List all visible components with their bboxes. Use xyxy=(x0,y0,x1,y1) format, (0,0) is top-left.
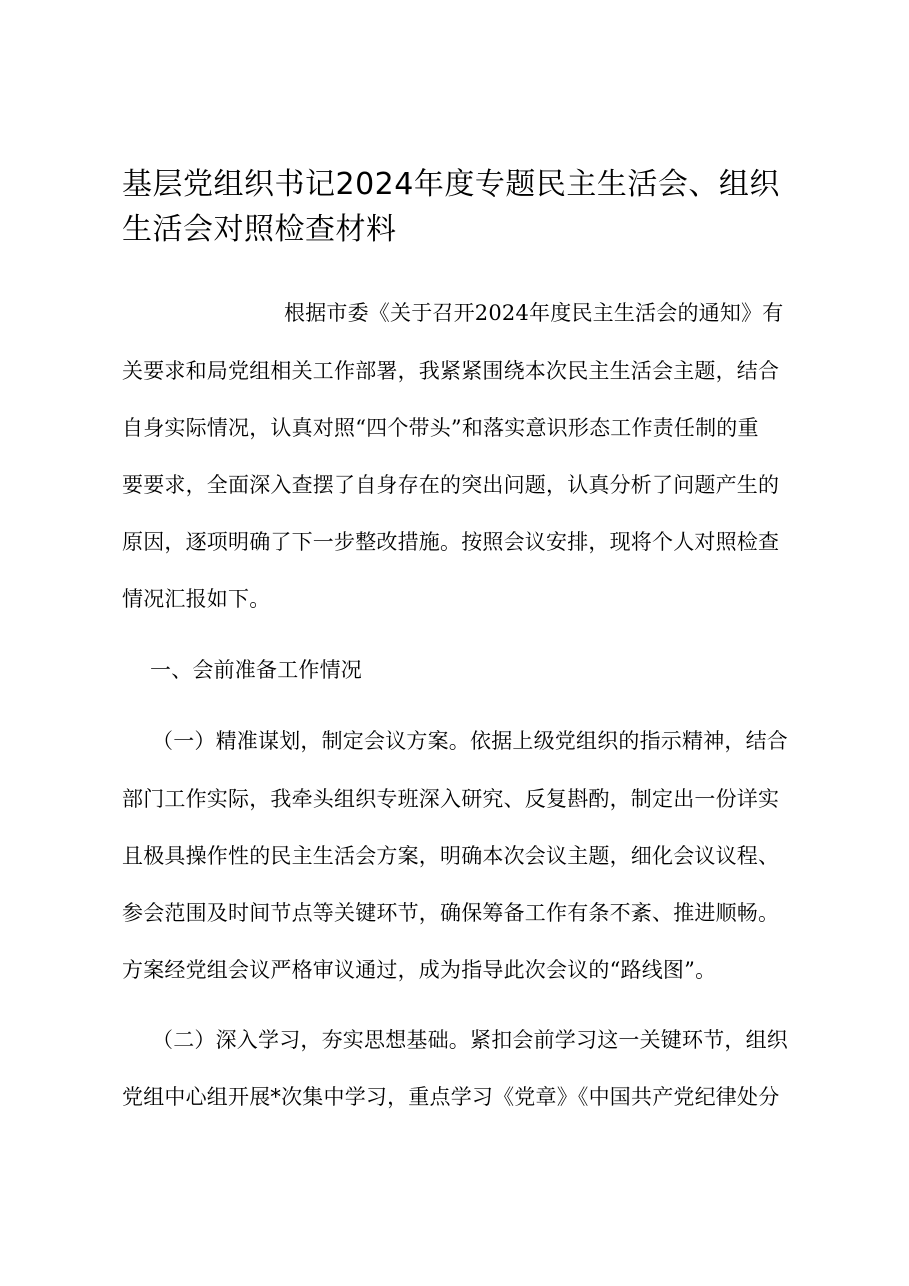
paragraph-line: 方案经党组会议严格审议通过，成为指导此次会议的“路线图”。 xyxy=(122,958,717,982)
paragraph-line: 党组中心组开展*次集中学习，重点学习《党章》《中国共产党纪律处分 xyxy=(122,1085,780,1109)
paragraph-line: （二）深入学习，夯实思想基础。紧扣会前学习这一关键环节，组织 xyxy=(152,1028,788,1052)
intro-line: 情况汇报如下。 xyxy=(122,587,271,611)
title-line-2: 生活会对照检查材料 xyxy=(122,212,397,247)
paragraph-line: 部门工作实际，我牵头组织专班深入研究、反复斟酌，制定出一份详实 xyxy=(122,787,780,811)
intro-line: 原因，逐项明确了下一步整改措施。按照会议安排，现将个人对照检查 xyxy=(122,530,780,554)
intro-line: 要要求，全面深入查摆了自身存在的突出问题，认真分析了问题产生的 xyxy=(122,473,780,497)
title-line-1: 基层党组织书记2024年度专题民主生活会、组织 xyxy=(122,167,780,202)
section-heading: 一、会前准备工作情况 xyxy=(150,658,362,682)
intro-line: 关要求和局党组相关工作部署，我紧紧围绕本次民主生活会主题，结合 xyxy=(122,359,780,383)
document-title xyxy=(122,162,812,252)
paragraph-line: （一）精准谋划，制定会议方案。依据上级党组织的指示精神，结合 xyxy=(152,729,788,753)
intro-line: 自身实际情况，认真对照“四个带头”和落实意识形态工作责任制的重 xyxy=(122,416,759,440)
intro-line: 根据市委《关于召开2024年度民主生活会的通知》有 xyxy=(284,301,784,325)
paragraph-line: 且极具操作性的民主生活会方案，明确本次会议主题，细化会议议程、 xyxy=(122,844,780,868)
paragraph-line: 参会范围及时间节点等关键环节，确保筹备工作有条不紊、推进顺畅。 xyxy=(122,901,780,925)
